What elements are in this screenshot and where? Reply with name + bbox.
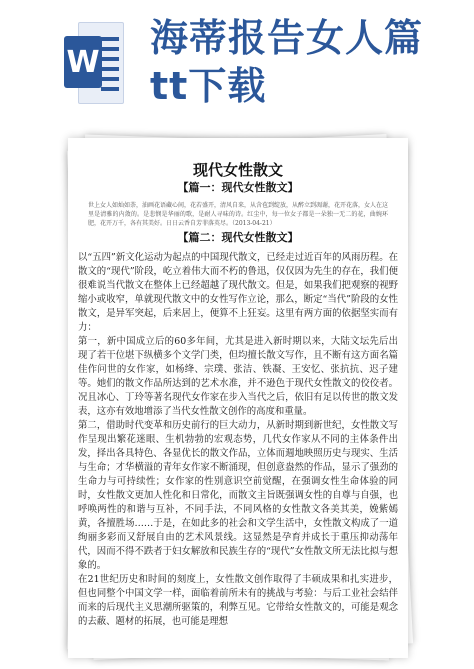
paragraph-closing: 在21世纪历史和时间的刻度上，女性散文创作取得了丰硕成果和扎实进步，但也同整个中国文学一样，面临着前所未有的挑战与考验：与后工业社会结伴而来的后现代主义思潮所驱策的，利弊互见。它带给女性散文的，可能是观念的去蔽、题材的拓展，也可能是理想	[78, 574, 398, 627]
word-document-icon	[64, 22, 122, 102]
document-content	[78, 160, 398, 629]
header-banner	[0, 0, 474, 125]
document-title: 现代女性散文	[192, 161, 283, 179]
section2-heading: 【篇二：现代女性散文】	[177, 231, 299, 244]
paragraph-first-point: 第一，新中国成立后的60多年间，尤其是进入新时期以来，大陆文坛先后出现了若干位堪下纵横多个文学门类，但均擅长散文写作，且不断有这方面名篇佳作问世的女作家，如杨绛、宗璞、张洁、铁凝、王安忆、张抗抗、迟子建等。她们的散文作品所达到的艺术水准，并不逊色于现代女性散文的佼佼者。况且冰心、丁玲等著名现代女作家在步入当代之后，依旧有足以传世的散文发表，这亦有效地增添了当代女性散文创作的高度和重量。	[78, 336, 398, 417]
paragraph-second-point: 第二，借助时代变革和历史前行的巨大动力，从新时期到新世纪，女性散文写作呈现出繁花迷眼、生机勃勃的宏观态势，几代女作家从不同的主体条件出发，择出各具特色、各显优长的散文作品，立体而週地映照历史与现实、生活与生命；才华横溢的青年女作家不断涌现，但创意盎然的作品，显示了强劲的生命力与可持续性；女作家的性别意识空前觉醒，在强调女性生命体验的同时，女性散文更加人性化和日常化，而散文主旨既强调女性的自尊与自强，也呼唤两性的和谐与互补，不同手法，不同风格的女性散文各美其美，娩紫嫣黄，各擅胜场……于是，在如此多的社会和文学生活中，女性散文构成了一道绚丽多彩而又舒展自由的艺术风景线。这显然是孕育并成长于重压抑动荡年代，因而不得不跌者于妇女解放和民族生存的“现代”女性散文所无法比拟与想象的。	[78, 420, 398, 571]
paragraph-intro: 以“五四”新文化运动为起点的中国现代散文，已经走过近百年的风雨历程。在散文的“现代”阶段，屹立着伟大而不朽的鲁迅，仅仅因为先生的存在，我们便很难说当代散文在整体上已经超越了现代散文。但是，如果我们把观察的视野缩小或收窄，单就现代散文中的女性写作立论，那么，断定“当代”阶段的女性散文，是异军突起，后来居上，便算不上狂妄。这里有两方面的依据坚实而有力：	[78, 252, 398, 333]
section1-text: 世上女人如灿如荼，油画花语藏心间，花若盛开，清风自来，从含苞到绽放，从醉立到凋谢，花开花落，女人在这里是清雅的内敛的。是悲悯是华丽的歌，是耐人寻味的诗。红尘中，每一位女子都是一朵独一无二的花，曲婉环肥，花开万千，各有其美好。日日云香自芳菲落英尽。（2013-04-21）	[88, 202, 389, 227]
document-page	[68, 138, 408, 658]
section1-heading: 【篇一：现代女性散文】	[177, 181, 299, 194]
banner-title: 海蒂报告女人篇tt下载	[150, 16, 424, 108]
word-icon-letter: W	[64, 36, 102, 88]
